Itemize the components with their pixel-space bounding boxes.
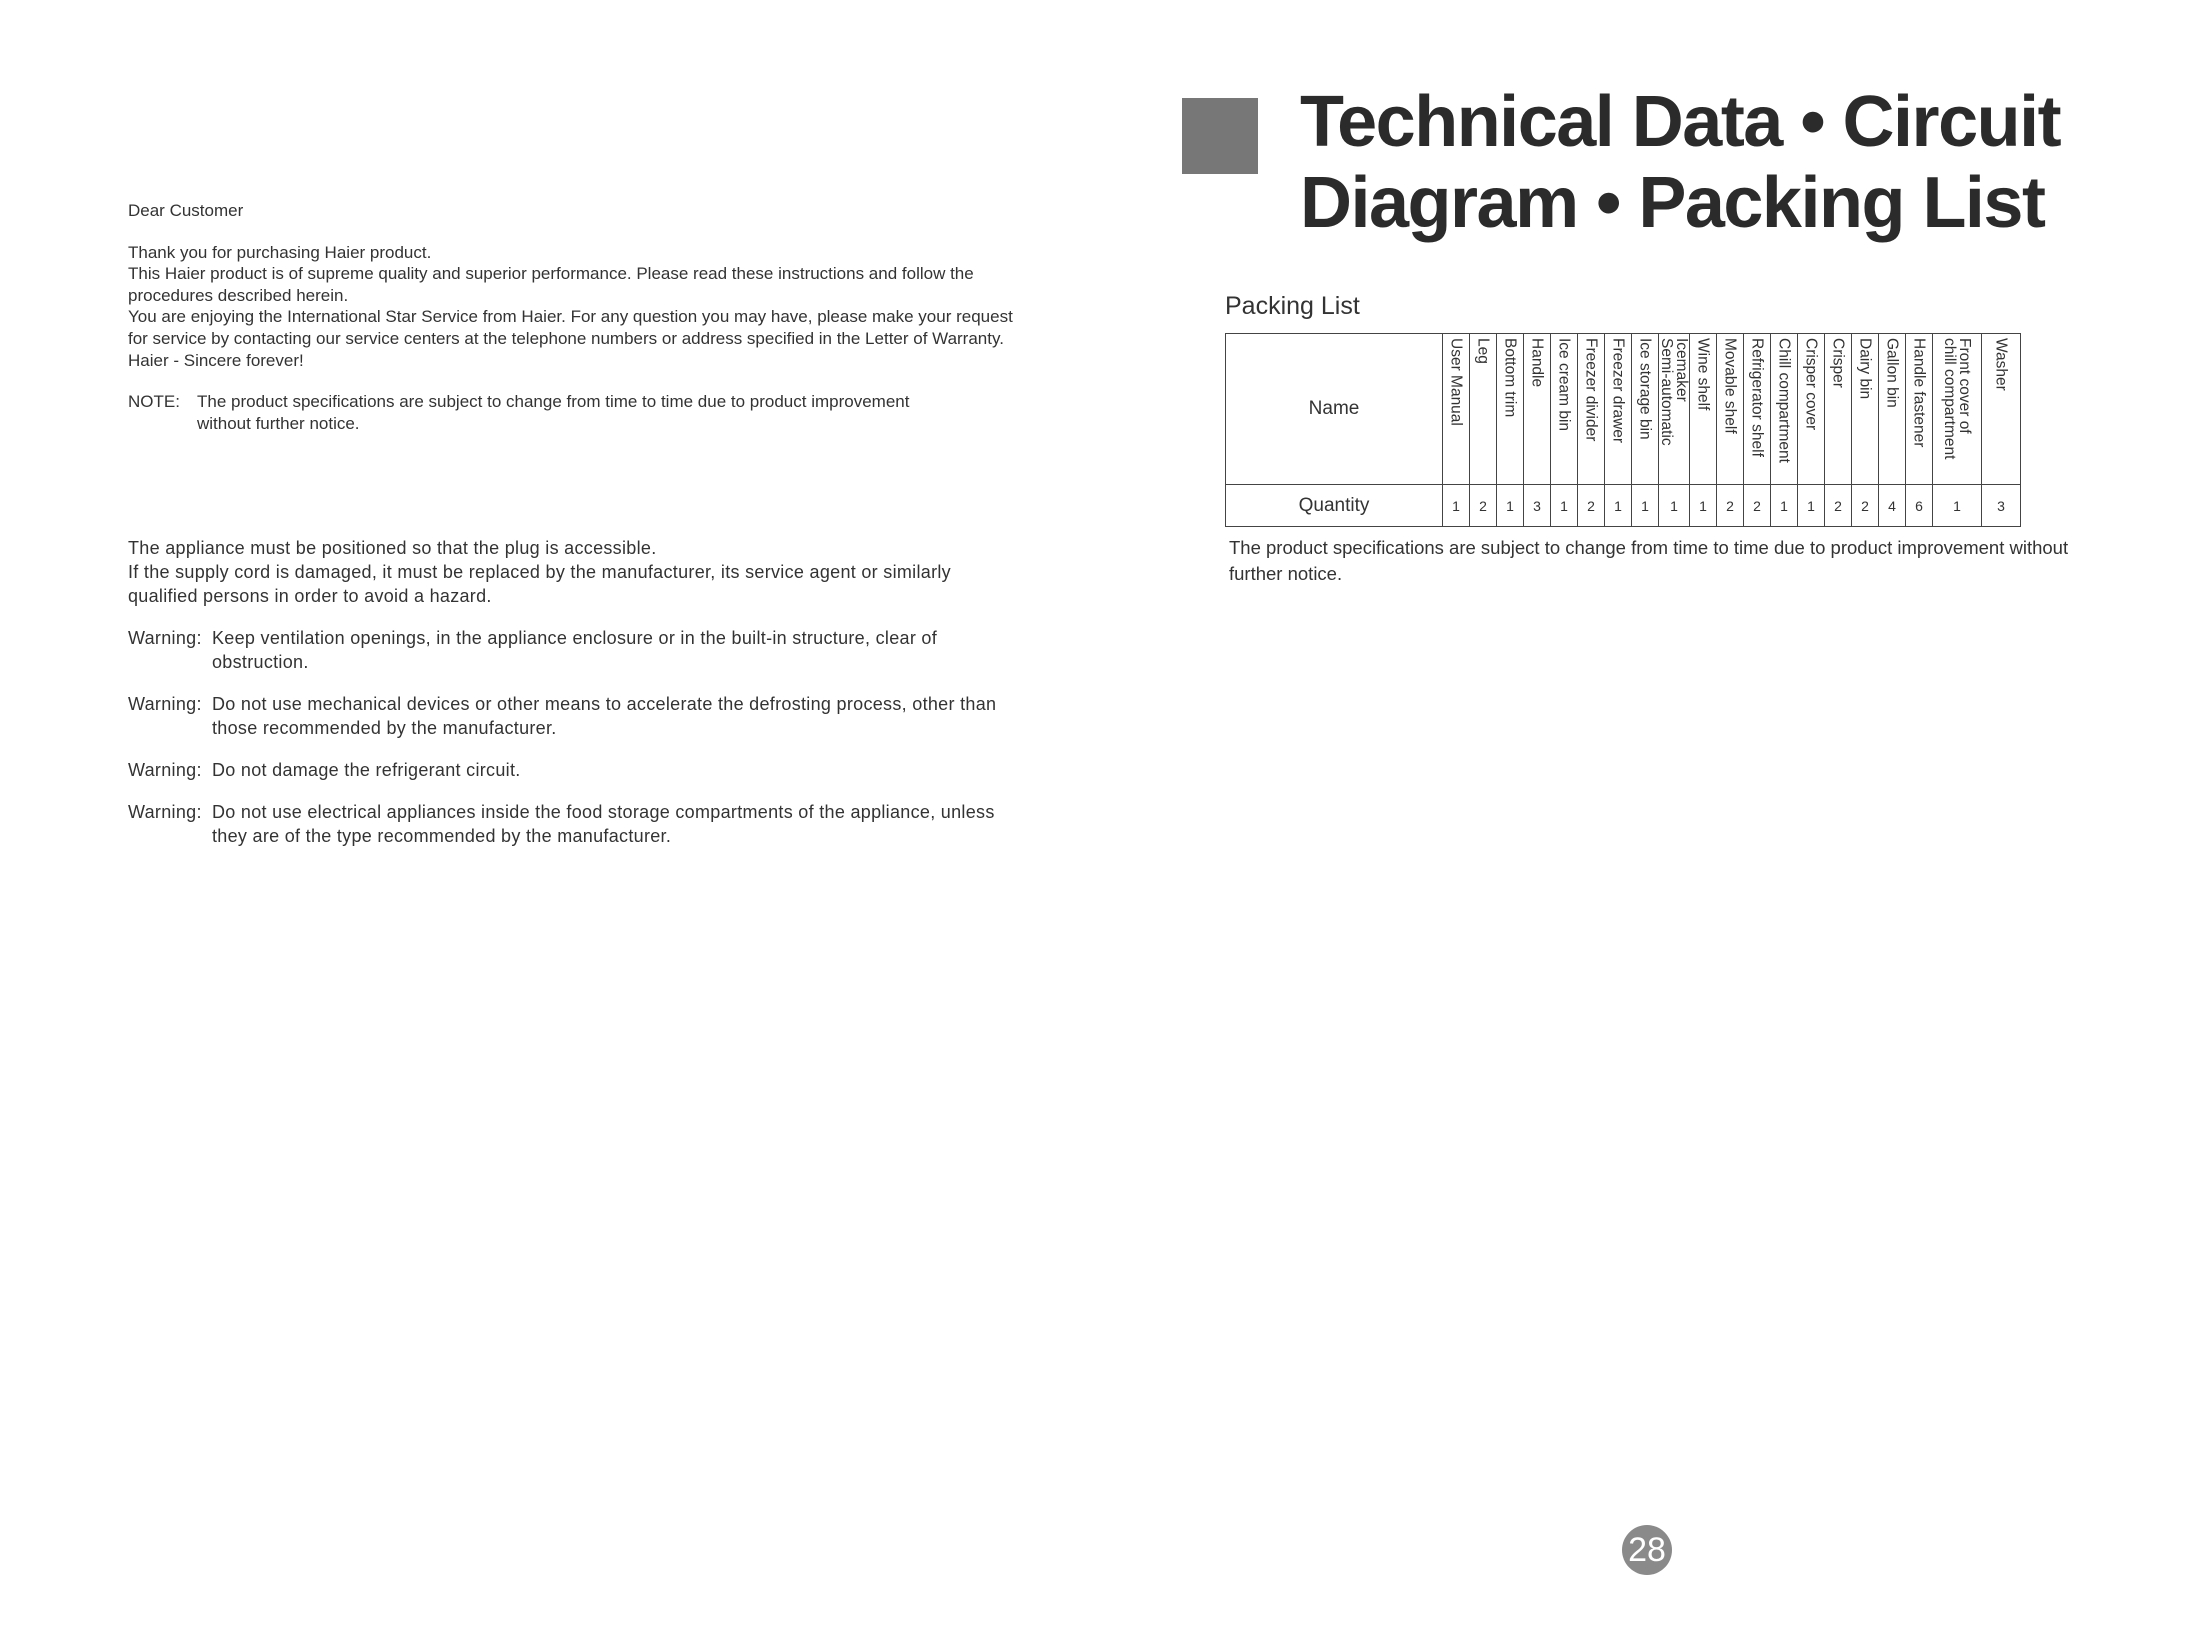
- section-marker: [1182, 98, 1258, 174]
- item-name: Handle fastener: [1910, 338, 1928, 448]
- item-name-cell: [1798, 334, 1825, 485]
- item-name: Ice cream bin: [1555, 338, 1573, 432]
- item-quantity: 2: [1717, 485, 1744, 527]
- item-name-cell: [1906, 334, 1933, 485]
- item-name-cell: [1551, 334, 1578, 485]
- plug-text: The appliance must be positioned so that the plug is accessible.: [128, 538, 657, 558]
- warning-label: Warning:: [128, 802, 202, 822]
- customer-letter: [128, 200, 1028, 434]
- item-quantity: 2: [1470, 485, 1497, 527]
- item-name: Leg: [1474, 338, 1492, 364]
- item-name-cell: [1443, 334, 1470, 485]
- letter-paragraph: Haier - Sincere forever!: [128, 350, 304, 370]
- item-name-cell: [1933, 334, 1982, 485]
- item-name: Freezer divider: [1582, 338, 1600, 442]
- item-quantity: 1: [1605, 485, 1632, 527]
- item-quantity: 1: [1632, 485, 1659, 527]
- item-name: Handle: [1528, 338, 1546, 388]
- item-name: Gallon bin: [1883, 338, 1901, 408]
- item-name-cell: [1605, 334, 1632, 485]
- item-quantity: 2: [1852, 485, 1879, 527]
- item-name: Dairy bin: [1856, 338, 1874, 400]
- item-quantity: 2: [1578, 485, 1605, 527]
- warning-text: Do not damage the refrigerant circuit.: [212, 760, 521, 780]
- item-quantity: 1: [1690, 485, 1717, 527]
- item-name: User Manual: [1447, 338, 1465, 426]
- item-name-cell: [1497, 334, 1524, 485]
- item-name: Freezer drawer: [1609, 338, 1627, 444]
- item-name-cell: [1632, 334, 1659, 485]
- item-name-cell: [1524, 334, 1551, 485]
- greeting: Dear Customer: [128, 201, 244, 220]
- note: [128, 391, 1028, 434]
- item-name-cell: [1717, 334, 1744, 485]
- quantity-header: Quantity: [1226, 485, 1443, 527]
- item-name: Bottom trim: [1501, 338, 1519, 418]
- item-name-cell: [1744, 334, 1771, 485]
- letter-paragraph: This Haier product is of supreme quality and superior performance. Please read these instructions and follow the procedures described herein.: [128, 264, 974, 305]
- cord-text: If the supply cord is damaged, it must be replaced by the manufacturer, its service agent or similarly qualified persons in order to avoid a hazard.: [128, 562, 951, 606]
- packing-list-table: [1225, 333, 2021, 527]
- item-quantity: 1: [1771, 485, 1798, 527]
- item-quantity: 3: [1982, 485, 2021, 527]
- spec-note: The product specifications are subject to change from time to time due to product improvement without further notice.: [1229, 537, 2069, 584]
- item-name: Chill compartment: [1775, 338, 1793, 463]
- safety-warnings: [128, 536, 1028, 848]
- warning-text: Keep ventilation openings, in the appliance enclosure or in the built-in structure, clear of obstruction.: [212, 628, 938, 672]
- title-line: Technical Data • Circuit: [1300, 82, 2061, 162]
- warning-label: Warning:: [128, 628, 202, 648]
- item-quantity: 1: [1497, 485, 1524, 527]
- item-name: Ice storage bin: [1636, 338, 1654, 440]
- item-name: Icemaker Semi-automatic: [1658, 338, 1690, 446]
- warning-label: Warning:: [128, 694, 202, 714]
- item-quantity: 1: [1551, 485, 1578, 527]
- page-title: [1300, 82, 2160, 244]
- item-name-cell: [1690, 334, 1717, 485]
- item-name: Crisper: [1829, 338, 1847, 388]
- item-name-cell: [1470, 334, 1497, 485]
- item-name: Movable shelf: [1721, 338, 1739, 434]
- item-quantity: 2: [1825, 485, 1852, 527]
- item-name-cell: [1659, 334, 1690, 485]
- item-name-cell: [1982, 334, 2021, 485]
- item-name-cell: [1852, 334, 1879, 485]
- item-quantity: 6: [1906, 485, 1933, 527]
- warning-item: [128, 800, 1028, 848]
- item-name-cell: [1578, 334, 1605, 485]
- item-quantity: 4: [1879, 485, 1906, 527]
- warning-label: Warning:: [128, 760, 202, 780]
- page-number: 28: [1622, 1525, 1672, 1575]
- item-quantity: 3: [1524, 485, 1551, 527]
- warning-item: [128, 692, 1028, 740]
- warning-text: Do not use mechanical devices or other means to accelerate the defrosting process, other than those recommended by the manufacturer.: [212, 694, 997, 738]
- item-name-cell: [1825, 334, 1852, 485]
- packing-list-heading: Packing List: [1225, 292, 1360, 320]
- letter-paragraph: Thank you for purchasing Haier product.: [128, 242, 432, 262]
- warning-item: [128, 626, 1028, 674]
- item-name: Front cover of chill compartment: [1941, 338, 1973, 460]
- title-line: Diagram • Packing List: [1300, 163, 2045, 243]
- item-quantity: 1: [1933, 485, 1982, 527]
- item-name-cell: [1879, 334, 1906, 485]
- note-label: NOTE:: [128, 392, 180, 412]
- item-name: Wine shelf: [1694, 338, 1712, 411]
- item-name: Crisper cover: [1802, 338, 1820, 431]
- letter-paragraph: You are enjoying the International Star Service from Haier. For any question you may have, please make your request for service by contacting our service centers at the telephone numbers or address specified in the Letter of Warranty.: [128, 307, 1013, 348]
- item-quantity: 1: [1659, 485, 1690, 527]
- item-name: Refrigerator shelf: [1748, 338, 1766, 457]
- item-name-cell: [1771, 334, 1798, 485]
- quantity-row: [1226, 485, 2021, 527]
- item-quantity: 1: [1443, 485, 1470, 527]
- warning-item: [128, 758, 1028, 782]
- item-quantity: 2: [1744, 485, 1771, 527]
- warning-text: Do not use electrical appliances inside the food storage compartments of the appliance, unless they are of the type recommended by the manufacturer.: [212, 802, 995, 846]
- name-header: Name: [1226, 334, 1443, 485]
- item-name: Washer: [1992, 338, 2010, 391]
- item-quantity: 1: [1798, 485, 1825, 527]
- note-text: The product specifications are subject to change from time to time due to product improvement without further notice.: [197, 392, 910, 433]
- name-row: [1226, 334, 2021, 485]
